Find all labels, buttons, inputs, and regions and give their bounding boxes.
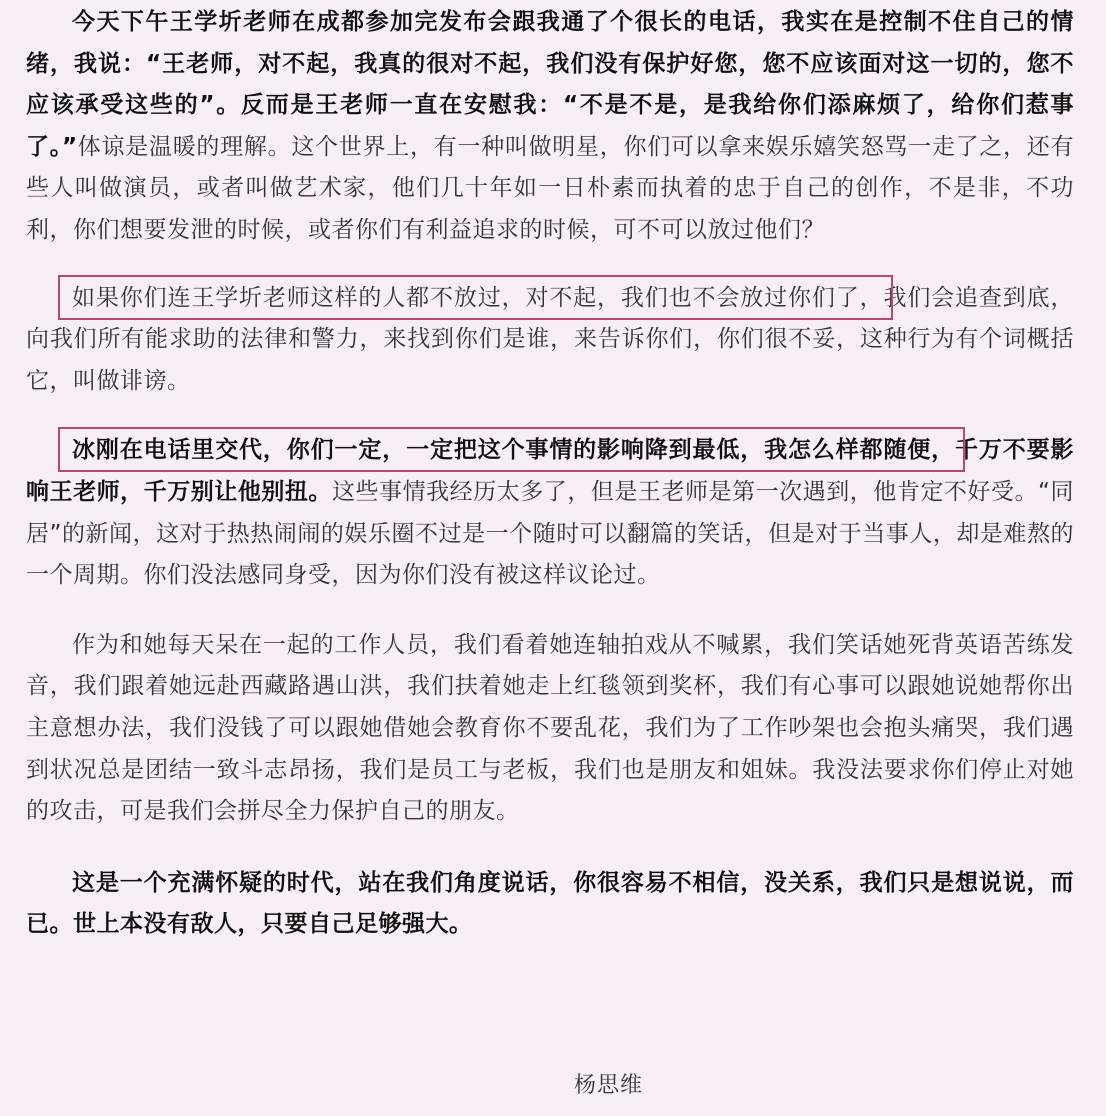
paragraph-5 [26, 863, 1074, 946]
p4-text: 作为和她每天呆在一起的工作人员，我们看着她连轴拍戏从不喊累，我们笑话她死背英语苦练发音，我们跟着她远赴西藏路遇山洪，我们扶着她走上红毯领到奖杯，我们有心事可以跟她说她帮你出主意想办法，我们没钱了可以跟她借她会教育你不要乱花，我们为了工作吵架也会抱头痛哭，我们遇到状况总是团结一致斗志昂扬，我们是员工与老板，我们也是朋友和姐妹。我没法要求你们停止对她的攻击，可是我们会拼尽全力保护自己的朋友。 [26, 631, 1074, 825]
p1-text: 体谅是温暖的理解。这个世界上，有一种叫做明星，你们可以拿来娱乐嬉笑怒骂一走了之，还有些人叫做演员，或者叫做艺术家，他们几十年如一日朴素而执着的忠于自己的创作，不是非，不功利，你们想要发泄的时候，或者你们有利益追求的时候，可不可以放过他们？ [26, 133, 1075, 243]
p2-text: 我们会追查到底，向我们所有能求助的法律和警力，来找到你们是谁，来告诉你们，你们很不妥，这种行为有个词概括它，叫做诽谤。 [26, 284, 1075, 394]
p3-bold-text: 千万不要影响王老师，千万别让他别扭。 [26, 437, 1075, 505]
p1-bold-text: 今天下午王学圻老师在成都参加完发布会跟我通了个很长的电话，我实在是控制不住自己的情绪，我说：“王老师，对不起，我真的很对不起，我们没有保护好您，您不应该面对这一切的，您不应该承受这些的”。反而是王老师一直在安慰我：“不是不是，是我给你们添麻烦了，给你们惹事了。” [26, 9, 1074, 160]
paragraph-1 [26, 0, 1074, 252]
p3-text: 这些事情我经历太多了，但是王老师是第一次遇到，他肯定不好受。“同居”的新闻，这对于热热闹闹的娱乐圈不过是一个随时可以翻篇的笑话，但是对于当事人，却是难熬的一个周期。你们没法感同身受，因为你们没有被这样议论过。 [26, 478, 1074, 589]
signature: 杨思维 [574, 1073, 644, 1098]
paragraph-4 [26, 625, 1074, 833]
paragraph-3 [26, 430, 1074, 596]
p5-bold-text: 这是一个充满怀疑的时代，站在我们角度说话，你很容易不相信，没关系，我们只是想说说，而已。世上本没有敌人，只要自己足够强大。 [26, 869, 1074, 938]
paragraph-2 [26, 278, 1074, 403]
p2-highlighted-text: 如果你们连王学圻老师这样的人都不放过，对不起，我们也不会放过你们了， [72, 284, 884, 311]
p3-highlighted-text: 冰刚在电话里交代，你们一定，一定把这个事情的影响降到最低，我怎么样都随便， [72, 437, 956, 464]
